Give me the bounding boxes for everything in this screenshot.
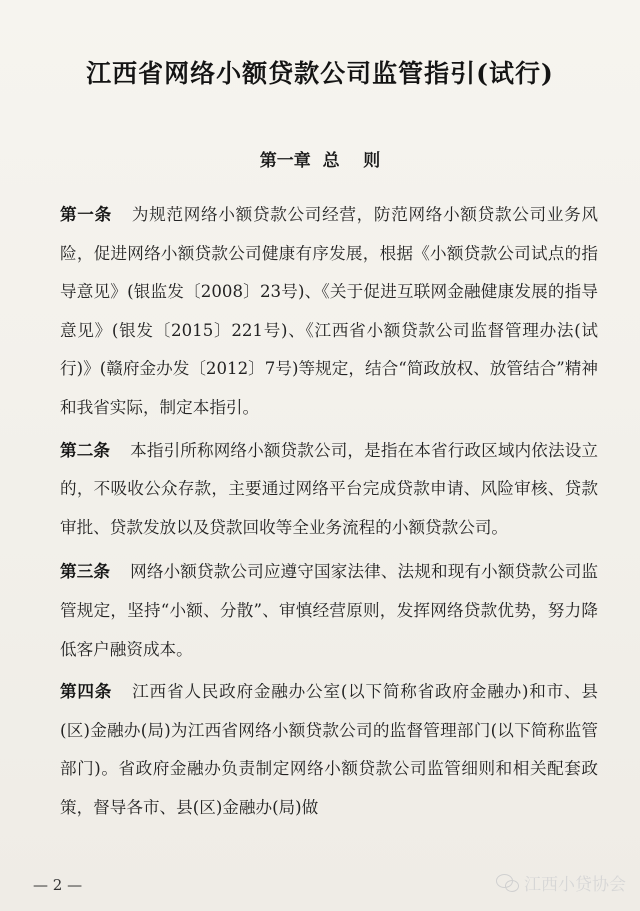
chapter-title: 第一章 总 则 xyxy=(259,151,381,171)
watermark xyxy=(496,870,626,895)
page-number: — 2 — xyxy=(33,876,83,894)
article-2 xyxy=(60,432,598,548)
article-4-lead: 第四条 xyxy=(60,682,113,702)
article-3-lead: 第三条 xyxy=(60,562,111,582)
wechat-icon xyxy=(496,874,520,892)
article-1 xyxy=(60,196,598,428)
article-4-text: 江西省人民政府金融办公室(以下简称省政府金融办)和市、县(区)金融办(局)为江西省网络小额贷款公司的监督管理部门(以下简称监管部门)。省政府金融办负责制定网络小额贷款公司监管细则和相关配套政策，督导各市、县(区)金融办(局)做 xyxy=(60,682,599,817)
article-4 xyxy=(60,673,598,827)
articles-body xyxy=(60,196,598,836)
article-1-lead: 第一条 xyxy=(60,205,112,224)
article-3-text: 网络小额贷款公司应遵守国家法律、法规和现有小额贷款公司监管规定，坚持“小额、分散”、审慎经营原则，发挥网络贷款优势，努力降低客户融资成本。 xyxy=(60,562,598,659)
article-2-text: 本指引所称网络小额贷款公司，是指在本省行政区域内依法设立的，不吸收公众存款，主要通过网络平台完成贷款申请、风险审核、贷款审批、贷款发放以及贷款回收等全业务流程的小额贷款公司。 xyxy=(60,440,598,537)
article-1-text: 为规范网络小额贷款公司经营，防范网络小额贷款公司业务风险，促进网络小额贷款公司健康有序发展，根据《小额贷款公司试点的指导意见》(银监发〔2008〕23号)、《关于促进互联网金融健康发展的指导意见》(银发〔2015〕221号)、《江西省小额贷款公司监督管理办法(试行)》(赣府金办发〔2012〕7号)等规定，结合“简政放权、放管结合”精神和我省实际，制定本指引。 xyxy=(60,205,599,417)
document-title: 江西省网络小额贷款公司监管指引(试行) xyxy=(86,59,554,88)
article-2-lead: 第二条 xyxy=(60,440,111,460)
article-3 xyxy=(60,553,598,669)
watermark-text: 江西小贷协会 xyxy=(524,875,626,895)
